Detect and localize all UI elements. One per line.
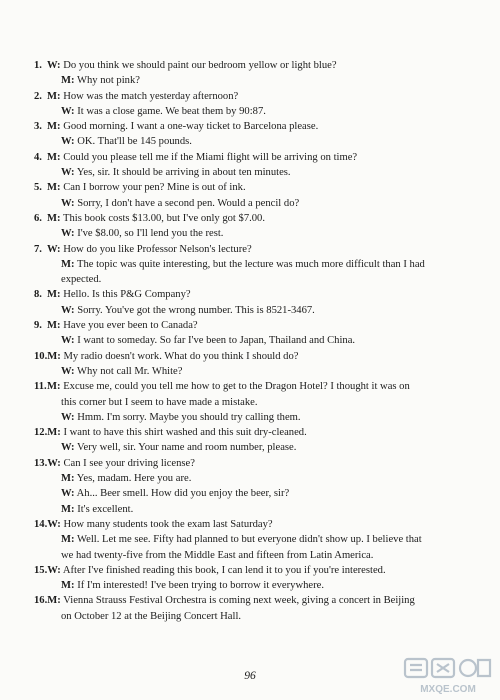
dialogue-text: Do you think we should paint our bedroom yellow or light blue? bbox=[63, 60, 337, 71]
dialogue-line bbox=[34, 379, 464, 394]
dialogue-line bbox=[34, 58, 464, 73]
dialogue-text: Well. Let me see. Fifty had planned to but everyone didn't show up. I believe that bbox=[77, 534, 422, 546]
speaker-label: M: bbox=[61, 503, 75, 515]
dialogue-line bbox=[34, 303, 464, 318]
dialogue-text: Excuse me, could you tell me how to get to the Dragon Hotel? I thought it was on bbox=[63, 381, 410, 393]
speaker-label: W: bbox=[61, 365, 75, 377]
dialogue-text: Sorry. You've got the wrong number. This is 8521-3467. bbox=[77, 304, 315, 316]
dialogue-text: Why not pink? bbox=[77, 75, 140, 87]
item-number: 14. bbox=[34, 518, 48, 530]
dialogue-line bbox=[34, 609, 464, 624]
speaker-label: M: bbox=[47, 212, 61, 224]
dialogue-line bbox=[34, 73, 464, 88]
dialogue-text: Hmm. I'm sorry. Maybe you should try calling them. bbox=[77, 411, 301, 423]
dialogue-text: Vienna Strauss Festival Orchestra is coming next week, giving a concert in Beijing bbox=[63, 595, 415, 607]
speaker-label: W: bbox=[61, 167, 75, 179]
dialogue-text: The topic was quite interesting, but the lecture was much more difficult than I had bbox=[77, 258, 425, 270]
dialogue-text: Hello. Is this P&G Company? bbox=[63, 289, 191, 301]
dialogue-text: OK. That'll be 145 pounds. bbox=[77, 136, 192, 148]
dialogue-line bbox=[34, 349, 464, 364]
dialogue-line bbox=[34, 333, 464, 348]
speaker-label: W: bbox=[61, 228, 75, 240]
dialogue-line bbox=[34, 165, 464, 180]
dialogue-line bbox=[34, 364, 464, 379]
dialogue-line bbox=[34, 196, 464, 211]
dialogue-line bbox=[34, 89, 464, 104]
item-number: 15. bbox=[34, 564, 48, 576]
item-number: 9. bbox=[34, 320, 42, 332]
speaker-label: W: bbox=[61, 197, 75, 209]
speaker-label: M: bbox=[47, 350, 61, 362]
speaker-label: M: bbox=[61, 473, 75, 485]
speaker-label: M: bbox=[47, 289, 61, 301]
item-number: 10. bbox=[34, 350, 48, 362]
item-number: 7. bbox=[34, 243, 42, 255]
speaker-label: M: bbox=[61, 258, 75, 270]
item-number: 12. bbox=[34, 427, 48, 439]
speaker-label: W: bbox=[61, 411, 75, 423]
speaker-label: M: bbox=[47, 182, 61, 194]
speaker-label: M: bbox=[47, 320, 61, 332]
dialogue-text: My radio doesn't work. What do you think I should do? bbox=[63, 350, 299, 362]
item-number: 6. bbox=[34, 212, 42, 224]
dialogue-line bbox=[34, 517, 464, 532]
dialogue-text: How was the match yesterday afternoon? bbox=[63, 90, 239, 102]
dialogue-text: I want to someday. So far I've been to Japan, Thailand and China. bbox=[77, 335, 356, 347]
dialogue-line bbox=[34, 502, 464, 517]
dialogue-text: Sorry, I don't have a second pen. Would a pencil do? bbox=[77, 197, 300, 209]
dialogue-text: expected. bbox=[61, 274, 102, 286]
dialogue-line bbox=[34, 287, 464, 302]
speaker-label: M: bbox=[47, 151, 61, 163]
dialogue-line bbox=[34, 104, 464, 119]
watermark-text: MXQE.COM bbox=[420, 684, 476, 695]
speaker-label: W: bbox=[47, 457, 61, 469]
dialogue-text: on October 12 at the Beijing Concert Hall. bbox=[61, 610, 242, 622]
speaker-label: W: bbox=[47, 564, 61, 576]
speaker-label: M: bbox=[47, 121, 61, 133]
dialogue-text: Good morning. I want a one-way ticket to Barcelona please. bbox=[63, 121, 319, 133]
item-number: 4. bbox=[34, 151, 42, 163]
dialogue-line bbox=[34, 211, 464, 226]
dialogue-text: After I've finished reading this book, I can lend it to you if you're interested. bbox=[62, 564, 386, 576]
speaker-label: W: bbox=[61, 488, 75, 500]
speaker-label: M: bbox=[47, 595, 61, 607]
speaker-label: W: bbox=[61, 136, 75, 148]
item-number: 8. bbox=[34, 289, 42, 301]
speaker-label: M: bbox=[61, 580, 75, 592]
dialogue-line bbox=[34, 532, 464, 547]
dialogue-line bbox=[34, 180, 464, 195]
watermark-logo bbox=[402, 656, 494, 696]
dialogue-line bbox=[34, 226, 464, 241]
dialogue-text: this corner but I seem to have made a mistake. bbox=[61, 396, 258, 408]
dialogue-text: Can I see your driving license? bbox=[63, 457, 195, 469]
dialogue-line bbox=[34, 486, 464, 501]
dialogue-text: Very well, sir. Your name and room number, please. bbox=[77, 442, 297, 454]
dialogue-text: It's excellent. bbox=[77, 503, 134, 515]
speaker-label: W: bbox=[61, 335, 75, 347]
item-number: 2. bbox=[34, 90, 42, 102]
dialogue-text: I've $8.00, so I'll lend you the rest. bbox=[77, 228, 224, 240]
dialogue-text: This book costs $13.00, but I've only got $7.00. bbox=[63, 212, 266, 224]
dialogue-text: we had twenty-five from the Middle East and fifteen from Latin America. bbox=[61, 549, 374, 561]
dialogue-line bbox=[34, 272, 464, 287]
dialogue-text: It was a close game. We beat them by 90:87. bbox=[77, 105, 266, 117]
page-number: 96 bbox=[244, 670, 256, 682]
dialogue-text: If I'm interested! I've been trying to borrow it everywhere. bbox=[77, 580, 324, 592]
dialogue-line bbox=[34, 593, 464, 608]
item-number: 11. bbox=[34, 381, 47, 393]
dialogue-line bbox=[34, 548, 464, 563]
speaker-label: W: bbox=[47, 60, 61, 71]
speaker-label: W: bbox=[61, 442, 75, 454]
dialogue-text: Yes, madam. Here you are. bbox=[76, 473, 192, 485]
dialogue-text: Why not call Mr. White? bbox=[77, 365, 183, 377]
dialogue-line bbox=[34, 578, 464, 593]
dialogue-line bbox=[34, 134, 464, 149]
dialogue-transcript bbox=[34, 58, 464, 624]
dialogue-text: Ah... Beer smell. How did you enjoy the beer, sir? bbox=[76, 488, 290, 500]
item-number: 3. bbox=[34, 121, 42, 133]
dialogue-line bbox=[34, 440, 464, 455]
dialogue-line bbox=[34, 318, 464, 333]
item-number: 1. bbox=[34, 60, 42, 71]
speaker-label: W: bbox=[61, 105, 75, 117]
speaker-label: W: bbox=[61, 304, 75, 316]
dialogue-text: Could you please tell me if the Miami flight will be arriving on time? bbox=[63, 151, 358, 163]
dialogue-text: I want to have this shirt washed and this suit dry-cleaned. bbox=[63, 427, 307, 439]
dialogue-line bbox=[34, 471, 464, 486]
dialogue-line bbox=[34, 456, 464, 471]
dialogue-line bbox=[34, 425, 464, 440]
speaker-label: M: bbox=[47, 427, 61, 439]
dialogue-text: How do you like Professor Nelson's lecture? bbox=[63, 243, 252, 255]
dialogue-text: How many students took the exam last Saturday? bbox=[63, 518, 273, 530]
dialogue-line bbox=[34, 150, 464, 165]
speaker-label: M: bbox=[61, 534, 75, 546]
dialogue-line bbox=[34, 395, 464, 410]
dialogue-text: Can I borrow your pen? Mine is out of ink. bbox=[63, 182, 246, 194]
speaker-label: M: bbox=[47, 381, 61, 393]
speaker-label: W: bbox=[47, 518, 61, 530]
dialogue-text: Have you ever been to Canada? bbox=[63, 320, 198, 332]
dialogue-line bbox=[34, 563, 464, 578]
item-number: 16. bbox=[34, 595, 48, 607]
dialogue-line bbox=[34, 119, 464, 134]
dialogue-line bbox=[34, 410, 464, 425]
speaker-label: M: bbox=[47, 90, 61, 102]
dialogue-line bbox=[34, 242, 464, 257]
dialogue-text: Yes, sir. It should be arriving in about ten minutes. bbox=[76, 167, 291, 179]
speaker-label: W: bbox=[47, 243, 61, 255]
item-number: 5. bbox=[34, 182, 42, 194]
speaker-label: M: bbox=[61, 75, 75, 87]
dialogue-line bbox=[34, 257, 464, 272]
item-number: 13. bbox=[34, 457, 48, 469]
